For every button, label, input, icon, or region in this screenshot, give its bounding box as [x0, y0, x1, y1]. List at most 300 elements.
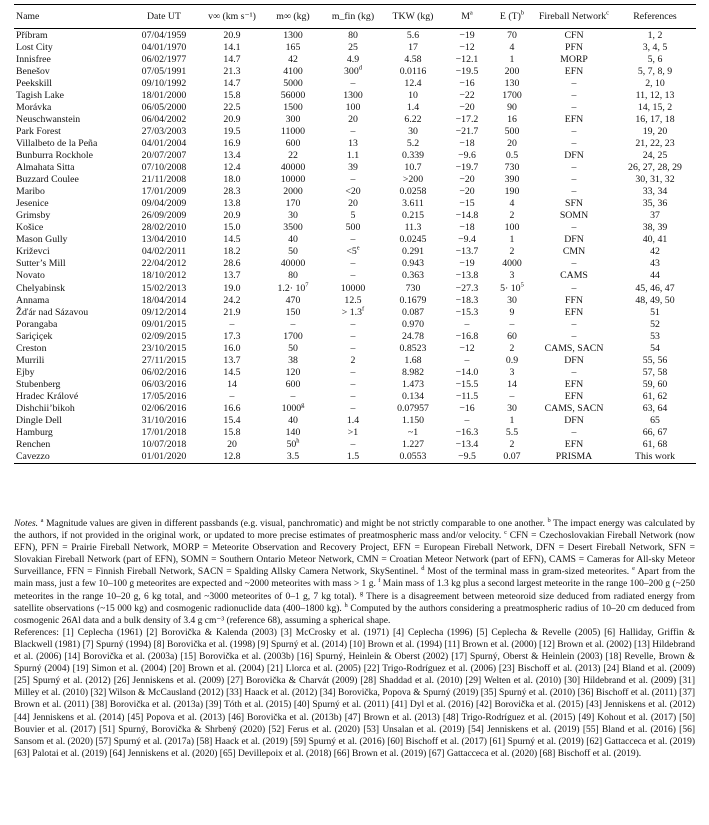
footnote-mark: g	[359, 589, 364, 597]
cell-magnitude-text: −18.3	[455, 294, 479, 306]
cell-final-mass-text: 500	[345, 222, 361, 234]
cell-mass-text: 120	[285, 366, 301, 378]
header-references: References	[614, 5, 696, 29]
cell-references-text: 57, 58	[642, 366, 668, 378]
cell-date-text: 18/04/2014	[141, 294, 187, 306]
cell-network	[534, 41, 614, 53]
cell-magnitude-text: −9.5	[458, 451, 476, 463]
cell-final-mass	[324, 258, 382, 270]
cell-date	[126, 415, 202, 427]
cell-final-mass	[324, 306, 382, 318]
cell-date-text: 06/03/2016	[141, 378, 187, 390]
cell-velocity-text: 18.0	[223, 174, 241, 186]
cell-magnitude	[444, 234, 490, 246]
cell-network-text: CMN	[562, 246, 586, 258]
cell-name	[14, 306, 126, 318]
cell-network-text: EFN	[564, 378, 584, 390]
cell-network-text: FFN	[565, 294, 583, 306]
cell-velocity-text: 16.0	[223, 342, 241, 354]
cell-references-text: 52	[650, 318, 660, 330]
cell-magnitude	[444, 246, 490, 258]
cell-mass	[262, 89, 324, 101]
cell-date	[126, 427, 202, 439]
table-row	[14, 53, 696, 65]
cell-mass-text: 56000	[280, 89, 306, 101]
cell-references-text: 30, 31, 32	[635, 174, 675, 186]
table-row	[14, 149, 696, 161]
cell-tkw	[382, 186, 444, 198]
cell-network	[534, 234, 614, 246]
cell-magnitude-text: −19.7	[455, 162, 479, 174]
cell-energy-text: 730	[504, 162, 520, 174]
cell-date-text: 20/07/2007	[141, 149, 187, 161]
cell-date-text: 18/10/2012	[141, 270, 187, 282]
footnote-mark: b	[547, 516, 551, 524]
cell-final-mass-text: 1.5	[346, 451, 360, 463]
cell-name-text: Lost City	[16, 41, 53, 53]
cell-references-text: 40, 41	[642, 234, 668, 246]
table-row	[14, 125, 696, 137]
cell-tkw-text: 1.473	[401, 378, 425, 390]
cell-network-text: SOMN	[559, 210, 589, 222]
header-mass: m∞ (kg)	[262, 5, 324, 29]
cell-velocity-text: 15.8	[223, 89, 241, 101]
cell-network-text: EFN	[564, 65, 584, 77]
footnote-mark: g	[301, 401, 305, 409]
cell-magnitude-text: −20	[459, 186, 475, 198]
cell-energy	[490, 451, 534, 464]
cell-network-text: –	[571, 186, 577, 198]
cell-tkw	[382, 270, 444, 282]
cell-date	[126, 318, 202, 330]
cell-tkw	[382, 210, 444, 222]
cell-references-text: 16, 17, 18	[635, 113, 675, 125]
cell-energy	[490, 294, 534, 306]
cell-tkw	[382, 137, 444, 149]
cell-name	[14, 415, 126, 427]
cell-tkw-text: 30	[408, 125, 418, 137]
cell-references-text: 54	[650, 342, 660, 354]
cell-magnitude	[444, 415, 490, 427]
cell-name	[14, 29, 126, 42]
cell-mass-text: 470	[285, 294, 301, 306]
cell-mass-text: 1300	[283, 29, 303, 41]
cell-date	[126, 342, 202, 354]
cell-date-text: 13/04/2010	[141, 234, 187, 246]
cell-final-mass-text: 20	[348, 113, 358, 125]
cell-date	[126, 174, 202, 186]
cell-magnitude-text: −19.5	[455, 65, 479, 77]
cell-date	[126, 439, 202, 451]
cell-tkw	[382, 113, 444, 125]
cell-network	[534, 415, 614, 427]
cell-name-text: Jesenice	[16, 198, 49, 210]
footnote-text: Computed by the authors considering a preatmospheric radius of 10–20 cm deduced from cosmogenic 26Al data and a bulk density of 3.4 g cm⁻³ (reference 68), assuming a spherical shape.	[14, 603, 695, 626]
cell-velocity	[202, 186, 262, 198]
cell-magnitude-text: −14.0	[455, 366, 479, 378]
cell-date-text: 06/02/1977	[141, 53, 187, 65]
cell-references	[614, 53, 696, 65]
cell-references	[614, 113, 696, 125]
cell-energy-text: 30	[507, 294, 517, 306]
cell-references	[614, 390, 696, 402]
cell-tkw-text: 12.4	[404, 77, 422, 89]
cell-name-text: Neuschwanstein	[16, 113, 81, 125]
cell-tkw-text: >200	[402, 174, 424, 186]
cell-date	[126, 246, 202, 258]
cell-network-text: EFN	[564, 439, 584, 451]
cell-energy	[490, 306, 534, 318]
cell-velocity	[202, 415, 262, 427]
cell-final-mass	[324, 125, 382, 137]
cell-references	[614, 258, 696, 270]
cell-velocity-text: 16.9	[223, 137, 241, 149]
cell-name-text: Mason Gully	[16, 234, 68, 246]
cell-magnitude	[444, 162, 490, 174]
cell-tkw-text: 0.943	[401, 258, 425, 270]
cell-velocity-text: –	[229, 318, 235, 330]
cell-tkw	[382, 246, 444, 258]
cell-references	[614, 330, 696, 342]
cell-references	[614, 210, 696, 222]
cell-tkw	[382, 451, 444, 464]
cell-magnitude-text: −27.3	[455, 282, 479, 294]
cell-references-text: This work	[634, 451, 675, 463]
cell-velocity-text: –	[229, 390, 235, 402]
footnote-mark: h	[344, 601, 348, 609]
cell-tkw	[382, 415, 444, 427]
cell-references-text: 37	[650, 210, 660, 222]
cell-date	[126, 402, 202, 414]
cell-final-mass-text: –	[350, 174, 356, 186]
cell-date-text: 27/03/2003	[141, 125, 187, 137]
cell-network	[534, 125, 614, 137]
cell-final-mass	[324, 149, 382, 161]
cell-network	[534, 101, 614, 113]
cell-references-text: 26, 27, 28, 29	[628, 162, 682, 174]
cell-energy-text: 390	[504, 174, 520, 186]
cell-date-text: 09/10/1992	[141, 77, 187, 89]
cell-tkw-text: 24.78	[401, 330, 425, 342]
cell-tkw-text: 10.7	[404, 162, 422, 174]
cell-references	[614, 222, 696, 234]
table-row	[14, 41, 696, 53]
cell-velocity-text: 14.7	[223, 77, 241, 89]
table-row	[14, 198, 696, 210]
cell-mass-text: 3.5	[286, 451, 300, 463]
cell-date-text: 28/02/2010	[141, 222, 187, 234]
cell-energy-text: 4000	[502, 258, 522, 270]
footnote-mark: e	[632, 565, 636, 573]
cell-mass-text: 50	[286, 439, 297, 451]
cell-date-text: 01/01/2020	[141, 451, 187, 463]
notes-items	[14, 516, 696, 626]
cell-mass	[262, 29, 324, 42]
cell-name-text: Hradec Králové	[16, 390, 79, 402]
cell-energy-text: 1	[509, 53, 515, 65]
cell-references	[614, 318, 696, 330]
cell-name-text: Ejby	[16, 366, 35, 378]
cell-references	[614, 174, 696, 186]
cell-tkw-text: 0.0116	[399, 65, 427, 77]
cell-energy-text: –	[509, 318, 515, 330]
cell-magnitude-text: −16.3	[455, 427, 479, 439]
cell-final-mass-text: –	[350, 378, 356, 390]
cell-references	[614, 125, 696, 137]
cell-date	[126, 125, 202, 137]
cell-magnitude-text: −16.8	[455, 330, 479, 342]
cell-name-text: Almahata Sitta	[16, 162, 75, 174]
cell-date-text: 04/01/2004	[141, 137, 187, 149]
cell-mass-text: 3500	[283, 222, 303, 234]
table-row	[14, 451, 696, 464]
cell-tkw	[382, 282, 444, 294]
cell-energy	[490, 186, 534, 198]
cell-mass-text: –	[290, 318, 296, 330]
cell-final-mass-text: –	[350, 234, 356, 246]
cell-date	[126, 149, 202, 161]
cell-energy-text: 60	[507, 330, 517, 342]
cell-network-text: DFN	[564, 354, 584, 366]
cell-tkw-text: 10	[408, 89, 418, 101]
references-label: References:	[14, 627, 59, 638]
cell-final-mass-text: –	[350, 125, 356, 137]
cell-name	[14, 282, 126, 294]
cell-mass	[262, 186, 324, 198]
cell-network	[534, 342, 614, 354]
cell-velocity	[202, 162, 262, 174]
table-row	[14, 318, 696, 330]
cell-name-text: Cavezzo	[16, 451, 50, 463]
cell-mass-text: 40000	[280, 258, 306, 270]
cell-network	[534, 318, 614, 330]
cell-mass	[262, 174, 324, 186]
cell-tkw	[382, 402, 444, 414]
header-date: Date UT	[126, 5, 202, 29]
cell-final-mass	[324, 246, 382, 258]
cell-date	[126, 162, 202, 174]
cell-tkw	[382, 125, 444, 137]
cell-tkw	[382, 222, 444, 234]
cell-mass	[262, 53, 324, 65]
table-row	[14, 342, 696, 354]
cell-tkw-text: 0.0553	[399, 451, 427, 463]
cell-name	[14, 270, 126, 282]
cell-energy-text: 500	[504, 125, 520, 137]
cell-magnitude	[444, 294, 490, 306]
cell-mass-text: 38	[288, 354, 298, 366]
cell-magnitude	[444, 402, 490, 414]
cell-magnitude	[444, 101, 490, 113]
cell-energy	[490, 270, 534, 282]
cell-energy-text: 30	[507, 402, 517, 414]
header-magnitude	[444, 5, 490, 29]
cell-magnitude	[444, 186, 490, 198]
table-row	[14, 174, 696, 186]
cell-magnitude	[444, 378, 490, 390]
table-row	[14, 354, 696, 366]
cell-velocity	[202, 451, 262, 464]
table-row	[14, 113, 696, 125]
cell-velocity-text: 20.9	[223, 210, 241, 222]
cell-tkw	[382, 149, 444, 161]
cell-references-text: 51	[650, 306, 660, 318]
cell-network-text: DFN	[564, 149, 584, 161]
cell-energy-text: 3	[509, 366, 515, 378]
cell-tkw	[382, 378, 444, 390]
cell-tkw	[382, 174, 444, 186]
cell-velocity-text: 20.9	[223, 113, 241, 125]
cell-date	[126, 354, 202, 366]
cell-velocity	[202, 427, 262, 439]
cell-date	[126, 210, 202, 222]
cell-references-text: 3, 4, 5	[642, 41, 668, 53]
table-body	[14, 29, 696, 464]
footnote-text: Most of the terminal mass in gram-sized meteorites.	[427, 567, 630, 578]
cell-magnitude	[444, 258, 490, 270]
cell-name-text: Hamburg	[16, 427, 53, 439]
cell-tkw	[382, 330, 444, 342]
cell-name	[14, 77, 126, 89]
cell-references-text: 42	[650, 246, 660, 258]
cell-energy	[490, 210, 534, 222]
cell-energy-text: 0.5	[505, 149, 519, 161]
cell-network	[534, 330, 614, 342]
cell-final-mass-text: 4.9	[346, 53, 360, 65]
cell-references-text: 11, 12, 13	[635, 89, 675, 101]
cell-velocity-text: 13.8	[223, 198, 241, 210]
cell-energy	[490, 101, 534, 113]
cell-velocity	[202, 198, 262, 210]
cell-network	[534, 137, 614, 149]
cell-magnitude	[444, 198, 490, 210]
cell-tkw-text: 0.970	[401, 318, 425, 330]
cell-references	[614, 402, 696, 414]
cell-references-text: 24, 25	[642, 149, 668, 161]
cell-tkw	[382, 101, 444, 113]
cell-name-text: Příbram	[16, 29, 48, 41]
footnote-text: Apart from the main mass, just a few 10–100 g meteorites are expected and ~2000 meteorites with mass > 1 g.	[14, 567, 696, 590]
cell-mass	[262, 210, 324, 222]
cell-tkw-text: 1.150	[401, 415, 425, 427]
cell-final-mass-text: 20	[348, 198, 358, 210]
cell-network-text: –	[571, 330, 577, 342]
header-velocity: v∞ (km s⁻¹)	[202, 5, 262, 29]
footnote-mark: h	[296, 437, 300, 445]
cell-energy-text: 2	[509, 210, 515, 222]
cell-magnitude-text: −12	[459, 342, 475, 354]
cell-final-mass	[324, 222, 382, 234]
cell-final-mass-text: 1300	[343, 89, 363, 101]
cell-energy	[490, 29, 534, 42]
cell-mass-text: 150	[285, 306, 301, 318]
table-row	[14, 186, 696, 198]
cell-tkw-text: 0.339	[401, 149, 425, 161]
cell-magnitude	[444, 427, 490, 439]
cell-network	[534, 222, 614, 234]
cell-mass	[262, 222, 324, 234]
cell-date-text: 07/05/1991	[141, 65, 187, 77]
cell-name	[14, 342, 126, 354]
cell-network-text: CAMS	[560, 270, 588, 282]
cell-references-text: 33, 34	[642, 186, 668, 198]
cell-name	[14, 186, 126, 198]
cell-magnitude-text: −15.5	[455, 378, 479, 390]
cell-network-text: –	[571, 318, 577, 330]
cell-date-text: 22/04/2012	[141, 258, 187, 270]
cell-velocity-text: 24.2	[223, 294, 241, 306]
header-network-label: Fireball Network	[538, 11, 607, 22]
cell-magnitude	[444, 29, 490, 42]
header-final-mass: m_fin (kg)	[324, 5, 382, 29]
cell-network-text: –	[571, 282, 577, 294]
cell-magnitude-text: −12	[459, 41, 475, 53]
cell-tkw	[382, 354, 444, 366]
cell-date	[126, 451, 202, 464]
cell-magnitude-text: −19	[459, 29, 475, 41]
cell-final-mass-text: –	[350, 330, 356, 342]
cell-energy	[490, 162, 534, 174]
cell-energy	[490, 258, 534, 270]
cell-references-text: 2, 10	[645, 77, 665, 89]
cell-references	[614, 246, 696, 258]
cell-tkw	[382, 29, 444, 42]
cell-network-text: EFN	[564, 113, 584, 125]
cell-velocity-text: 28.6	[223, 258, 241, 270]
cell-energy-text: 16	[507, 113, 517, 125]
cell-name	[14, 451, 126, 464]
cell-magnitude	[444, 342, 490, 354]
cell-velocity	[202, 246, 262, 258]
table-row	[14, 101, 696, 113]
cell-magnitude-text: −11.5	[455, 390, 479, 402]
cell-network	[534, 29, 614, 42]
cell-mass	[262, 149, 324, 161]
cell-velocity-text: 22.5	[223, 101, 241, 113]
cell-magnitude	[444, 390, 490, 402]
cell-energy	[490, 378, 534, 390]
cell-energy-text: 5.5	[505, 427, 519, 439]
cell-name-text: Novato	[16, 270, 45, 282]
cell-tkw	[382, 53, 444, 65]
cell-network	[534, 149, 614, 161]
table-row	[14, 270, 696, 282]
cell-mass	[262, 282, 324, 294]
cell-date-text: 02/06/2016	[141, 402, 187, 414]
cell-date	[126, 65, 202, 77]
cell-date-text: 21/11/2008	[141, 174, 187, 186]
cell-name-text: Porangaba	[16, 318, 58, 330]
cell-date	[126, 330, 202, 342]
cell-network-text: –	[571, 366, 577, 378]
cell-velocity-text: 15.0	[223, 222, 241, 234]
cell-tkw-text: 1.68	[404, 354, 422, 366]
cell-mass	[262, 125, 324, 137]
cell-final-mass-text: 100	[345, 101, 361, 113]
table-header-row	[14, 5, 696, 29]
cell-references-text: 35, 36	[642, 198, 668, 210]
cell-final-mass-text: –	[350, 258, 356, 270]
cell-final-mass-text: –	[350, 402, 356, 414]
cell-velocity	[202, 174, 262, 186]
cell-final-mass-text: 1.1	[346, 149, 360, 161]
cell-references	[614, 439, 696, 451]
cell-velocity-text: 12.4	[223, 162, 241, 174]
cell-final-mass-text: <20	[345, 186, 361, 198]
cell-final-mass	[324, 439, 382, 451]
cell-tkw-text: 11.3	[404, 222, 422, 234]
cell-date	[126, 137, 202, 149]
